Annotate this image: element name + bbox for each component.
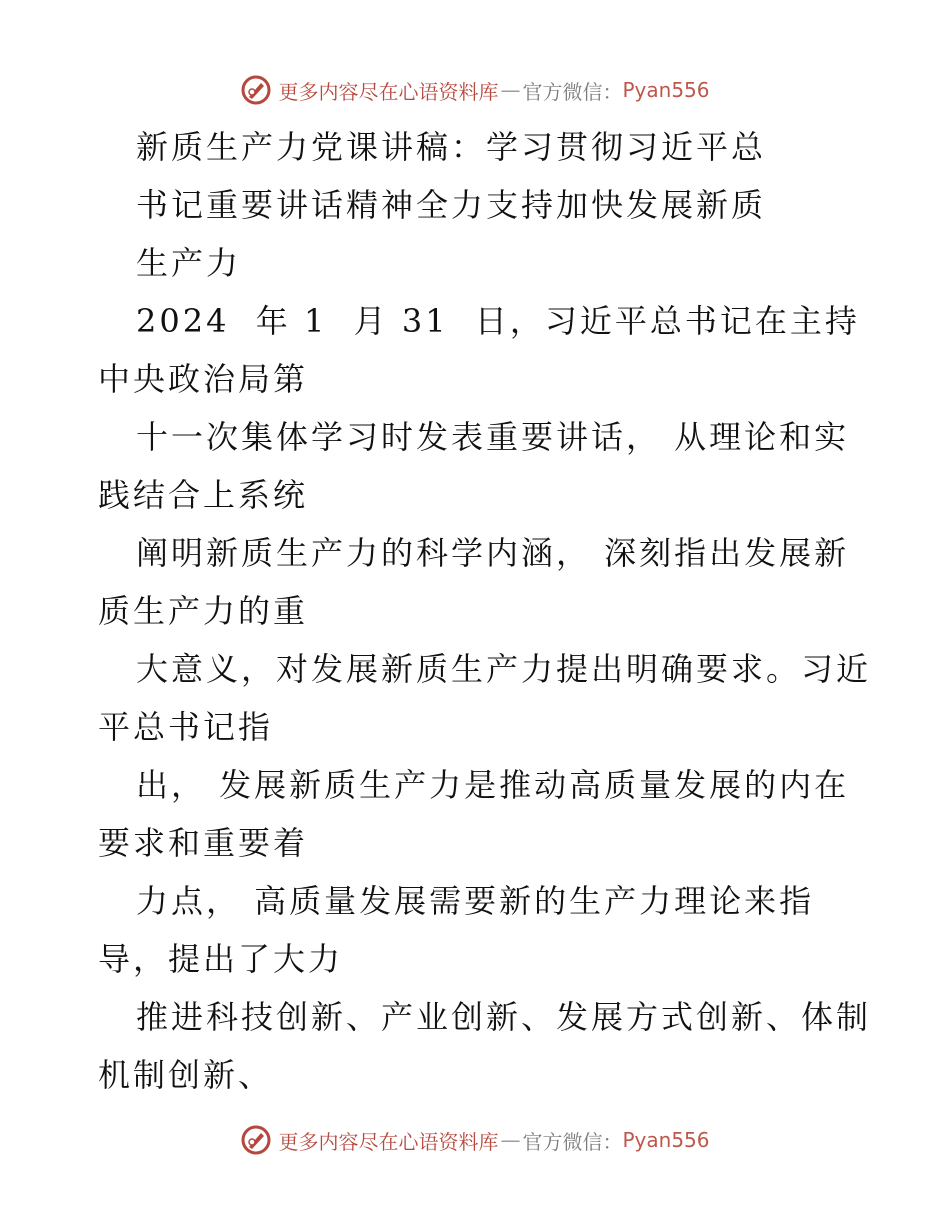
watermark-label: 官方微信： <box>522 79 623 104</box>
text-line: 导，提出了大力 <box>98 940 344 978</box>
text-line: 生产力 <box>136 244 242 282</box>
watermark-text: 更多内容尽在心语资料库 <box>278 79 499 104</box>
footer-watermark <box>0 1120 950 1160</box>
text-line: 书记重要讲话精神全力支持加快发展新质 <box>136 186 767 224</box>
document-body <box>98 118 898 1104</box>
watermark-label: 官方微信： <box>522 1129 623 1154</box>
header-watermark <box>0 70 950 110</box>
text-line: 新质生产力党课讲稿：学习贯彻习近平总 <box>136 128 767 166</box>
text-line: 要求和重要着 <box>98 824 309 862</box>
watermark-wechat-id: Pyan556 <box>622 1128 710 1152</box>
watermark-separator: — <box>500 78 521 102</box>
watermark-text: 更多内容尽在心语资料库 <box>278 1129 499 1154</box>
text-line: 2024 年 1 月 31 日，习近平总书记在主持 <box>136 302 860 340</box>
brand-logo-icon <box>240 1124 272 1156</box>
text-line: 出， 发展新质生产力是推动高质量发展的内在 <box>136 766 850 804</box>
text-line: 十一次集体学习时发表重要讲话， 从理论和实 <box>136 418 850 456</box>
text-line: 平总书记指 <box>98 708 274 746</box>
text-line: 机制创新、 <box>98 1056 274 1094</box>
text-line: 阐明新质生产力的科学内涵， 深刻指出发展新 <box>136 534 850 572</box>
text-line: 践结合上系统 <box>98 476 309 514</box>
text-line: 质生产力的重 <box>98 592 309 630</box>
text-line: 推进科技创新、产业创新、发展方式创新、体制 <box>136 998 872 1036</box>
brand-logo-icon <box>240 74 272 106</box>
watermark-separator: — <box>500 1128 521 1152</box>
text-line: 中央政治局第 <box>98 360 309 398</box>
text-line: 力点， 高质量发展需要新的生产力理论来指 <box>136 882 815 920</box>
text-line: 大意义，对发展新质生产力提出明确要求。习近 <box>136 650 872 688</box>
watermark-wechat-id: Pyan556 <box>622 78 710 102</box>
